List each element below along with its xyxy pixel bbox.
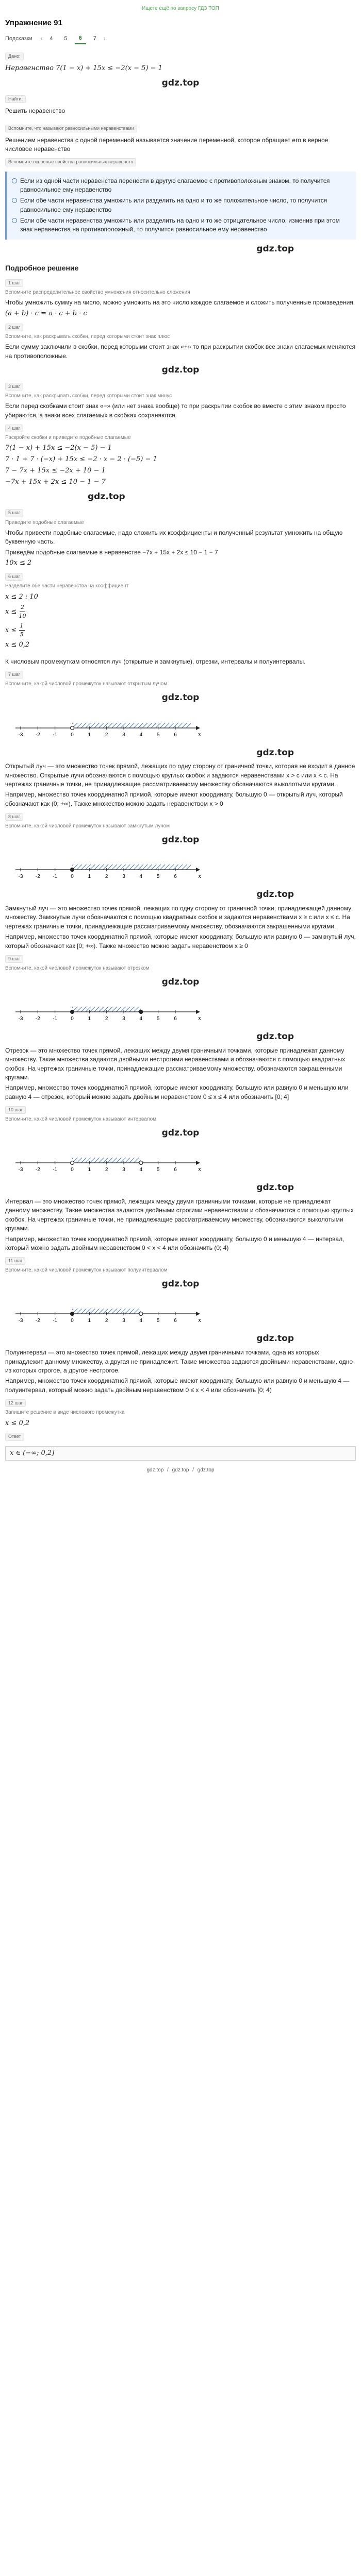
step-5-line: Приведём подобные слагаемые в неравенстве −7x + 15x + 2x ≤ 10 − 1 − 7: [5, 548, 218, 556]
axis-arrow-icon: [196, 726, 200, 730]
fraction-numerator: 1: [19, 622, 25, 631]
step-6-frac-line: [5, 603, 356, 620]
closed-endpoint: [71, 1010, 74, 1014]
step-5-hint: Приведите подобные слагаемые: [5, 519, 84, 526]
numberline-chart: [5, 1142, 356, 1178]
step-1-hint: Вспомните распределительное свойство умножения относительно сложения: [5, 289, 190, 295]
given-inequality: Неравенство 7(1 − x) + 15x ≤ −2(x − 5) − 1: [5, 64, 162, 72]
tick-label: 3: [122, 732, 125, 738]
step-3-text: Если перед скобками стоит знак «−» (или нет знака вообще) то при раскрытии скобок во вместе с этим знаком просто убираются, а знаки всех слагаемых в скобках сохраняются.: [5, 402, 346, 419]
watermark: gdz.top: [256, 889, 294, 900]
interval-example: Например, множество точек координатной прямой, которые имеют координату, большую 0 и меньшую 4 — интервал, который можно задать двойным неравенством 0 < x < 4 или обозначить (0; 4): [5, 1235, 344, 1251]
tick-label: 4: [139, 1167, 143, 1173]
tick-label: 2: [105, 732, 108, 738]
tick-label: 2: [105, 1318, 108, 1324]
step-1-formula: (a + b) · c = a · c + b · c: [5, 309, 87, 317]
watermark: gdz.top: [161, 834, 200, 845]
work-line: 7 · 1 + 7 · (−x) + 15x ≤ −2 · x − 2 · (−5) − 1: [5, 455, 157, 464]
tabs-label: Подсказки: [5, 35, 32, 42]
step-2-label: 2 шаг: [5, 324, 23, 331]
numberline-open-ray: [5, 707, 356, 743]
hint-1-text: Решением неравенства с одной переменной называется значение переменной, которое обращает его в верное числовое неравенство: [5, 136, 329, 153]
tick-label: -3: [18, 1016, 23, 1022]
half-interval-hint: Вспомните, какой числовой промежуток называют полуинтервалом: [5, 1267, 168, 1274]
step-5-label: 5 шаг: [5, 509, 23, 517]
tick-label: 2: [105, 1016, 108, 1022]
step-6-last: x ≤ 0,2: [5, 641, 30, 649]
step-5-text: Чтобы привести подобные слагаемые, надо сложить их коэффициенты и полученный результат умножить на общую буквенную часть.: [5, 529, 343, 546]
tick-label: 5: [156, 1318, 160, 1324]
tick-label: -1: [53, 1167, 58, 1173]
tick-label: -3: [18, 732, 23, 738]
tick-label: -2: [35, 1016, 40, 1022]
tick-label: 6: [174, 874, 177, 880]
property-item: [12, 216, 351, 234]
closed-ray-label: 8 шаг: [5, 813, 23, 821]
segment-example: Например, множество точек координатной прямой, которые имеют координату, большую или равную 0 и меньшую или равную 4 — отрезок, который можно задать двойным неравенством 0 ≤ x ≤ 4 или обозначить [0; 4]: [5, 1084, 349, 1100]
tick-label: 1: [88, 874, 91, 880]
axis-variable-label: x: [198, 1317, 202, 1324]
axis-arrow-icon: [196, 1312, 200, 1316]
circle-bullet-icon: [12, 178, 17, 183]
tick-label: 1: [88, 732, 91, 738]
tick-label: 6: [174, 1318, 177, 1324]
tick-label: 0: [71, 732, 74, 738]
tick-label: -2: [35, 1318, 40, 1324]
intervals-intro: К числовым промежуткам относятся луч (открытые и замкнутые), отрезки, интервалы и полуинтервалы.: [5, 658, 306, 665]
watermark: gdz.top: [88, 491, 125, 502]
half-interval-label: 11 шаг: [5, 1257, 25, 1265]
final-step-label: 12 шаг: [5, 1399, 26, 1407]
tick-label: 4: [139, 732, 143, 738]
tick-label: -2: [35, 1167, 40, 1173]
hint-2-label: Вспомните основные свойства равносильных неравенств: [5, 158, 136, 166]
fraction: [19, 603, 26, 620]
shaded-region: [72, 723, 191, 728]
work-line: −7x + 15x + 2x ≤ 10 − 1 − 7: [5, 478, 106, 486]
tick-label: -3: [18, 1318, 23, 1324]
find-label: Найти:: [5, 95, 26, 103]
tick-label: -3: [18, 1167, 23, 1173]
closed-ray-example: Например, множество точек координатной прямой, которые имеют координату, большую или равную 0 — замкнутый луч, который обозначают как [0; +∞). Также множество можно задать неравенством x ≥ 0: [5, 933, 356, 950]
fraction-denominator: 5: [20, 631, 24, 638]
footer-links[interactable]: gdz.top / gdz.top / gdz.top: [146, 1467, 215, 1473]
tick-label: 0: [71, 1318, 74, 1324]
fraction: [19, 622, 25, 639]
tab-4[interactable]: 7: [93, 35, 96, 42]
half-interval-example: Например, множество точек координатной прямой, которые имеют координату, большую или равную 0 и меньшую 4 — полуинтервал, который можно задать двойным неравенством 0 ≤ x < 4 или обозначить [0; 4): [5, 1377, 350, 1394]
watermark: gdz.top: [161, 976, 200, 987]
property-item: [12, 177, 351, 195]
numberline-chart: [5, 849, 356, 885]
watermark: gdz.top: [161, 1278, 200, 1289]
open-ray-hint: Вспомните, какой числовой промежуток называют открытым лучом: [5, 681, 168, 687]
page-title: Упражнение 91: [5, 19, 62, 27]
step-4-hint: Раскройте скобки и приведите подобные слагаемые: [5, 434, 131, 440]
watermark: gdz.top: [161, 364, 200, 375]
step-4-label: 4 шаг: [5, 425, 23, 432]
circle-bullet-icon: [12, 218, 17, 223]
half-interval-text: Полуинтервал — это множество точек прямой, лежащих между двумя граничными точками, одна из которых принадлежит данному множеству, а другая не принадлежит. Такие множества задаются двойными неравенствами, одно из которых строгое, а другое нестрогое.: [5, 1349, 353, 1374]
watermark: gdz.top: [161, 692, 200, 703]
numberline-segment: [5, 991, 356, 1027]
step-6-label: 6 шаг: [5, 573, 23, 581]
tick-label: 4: [139, 1318, 143, 1324]
tick-label: -1: [53, 1016, 58, 1022]
work-line: 7(1 − x) + 15x ≤ −2(x − 5) − 1: [5, 444, 112, 452]
step-2-hint: Вспомните, как раскрывать скобки, перед которыми стоит знак плюс: [5, 333, 170, 340]
watermark: gdz.top: [256, 243, 294, 254]
tick-label: 0: [71, 874, 74, 880]
step-6-frac-line: [5, 622, 356, 639]
tick-label: 6: [174, 732, 177, 738]
tick-label: 6: [174, 1167, 177, 1173]
solution-title: Подробное решение: [5, 263, 79, 272]
watermark: gdz.top: [256, 1333, 294, 1344]
numberline-half-interval: [5, 1293, 356, 1329]
tick-label: 3: [122, 874, 125, 880]
answer-label: Ответ: [5, 1433, 24, 1440]
final-step-hint: Запишите решение в виде числового промежутка: [5, 1410, 125, 1416]
tick-label: 3: [122, 1318, 125, 1324]
axis-variable-label: x: [198, 731, 202, 738]
tick-label: 4: [139, 1016, 143, 1022]
tick-label: 2: [105, 874, 108, 880]
tick-label: 1: [88, 1016, 91, 1022]
watermark: gdz.top: [256, 1182, 294, 1193]
given-label: Дано:: [5, 53, 24, 60]
tick-label: 6: [174, 1016, 177, 1022]
property-item: [12, 196, 351, 214]
find-text: Решить неравенство: [5, 107, 65, 115]
chevron-left-icon[interactable]: ‹: [40, 35, 43, 42]
closed-endpoint: [139, 1010, 143, 1014]
tick-label: 5: [156, 1016, 160, 1022]
step-2-text: Если сумму заключили в скобки, перед которыми стоит знак «+» то при раскрытии скобок все знаки слагаемых меняются на противоположные.: [5, 343, 356, 360]
tick-label: 3: [122, 1016, 125, 1022]
tick-label: 5: [156, 1167, 160, 1173]
fraction-denominator: 10: [19, 613, 26, 620]
step-3-hint: Вспомните, как раскрывать скобки, перед которыми стоит знак минус: [5, 393, 172, 399]
axis-arrow-icon: [196, 1010, 200, 1014]
hint-1-label: Вспомните, что называют равносильными неравенствами: [5, 125, 137, 132]
closed-ray-hint: Вспомните, какой числовой промежуток называют замкнутым лучом: [5, 823, 170, 829]
property-text: Если обе части неравенства умножить или разделить на одно и то же отрицательное число, изменив при этом знак неравенства на противоположный, то получится равносильное ему неравенство: [20, 217, 340, 233]
hint-tabs: [5, 34, 356, 44]
tick-label: -1: [53, 732, 58, 738]
step-5-result: 10x ≤ 2: [5, 559, 32, 567]
tab-1[interactable]: 4: [50, 35, 53, 42]
property-text: Если обе части неравенства умножить или разделить на одно и то же положительное число, то получится равносильное ему неравенство: [20, 197, 327, 213]
chevron-right-icon[interactable]: ›: [103, 35, 106, 42]
open-ray-label: 7 шаг: [5, 671, 23, 679]
tick-label: -1: [53, 874, 58, 880]
shaded-region: [72, 865, 191, 870]
axis-variable-label: x: [198, 1166, 202, 1173]
tick-label: 4: [139, 874, 143, 880]
watermark: gdz.top: [256, 1031, 294, 1042]
tick-label: 0: [71, 1167, 74, 1173]
tick-label: -1: [53, 1318, 58, 1324]
tick-label: -2: [35, 732, 40, 738]
watermark: gdz.top: [161, 77, 200, 88]
axis-variable-label: x: [198, 1015, 202, 1022]
fraction-numerator: 2: [20, 603, 25, 612]
answer-box: x ∈ (−∞; 0,2]: [5, 1446, 356, 1461]
final-line: x ≤ 0,2: [5, 1419, 30, 1427]
numberline-chart: [5, 1293, 356, 1329]
tick-label: 5: [156, 874, 160, 880]
interval-text: Интервал — это множество точек прямой, лежащих между двумя граничными точками, которые не принадлежат данному множеству. Такие множества задаются двойными строгими неравенствами и обозначаются с помощью круглых скобок. На чертежах граничные точки, не принадлежащие рассматриваемому множеству, обозначаются выколотыми кругами.: [5, 1197, 354, 1232]
tick-label: 3: [122, 1167, 125, 1173]
frac-prefix: x ≤: [5, 608, 17, 616]
interval-hint: Вспомните, какой числовой промежуток называют интервалом: [5, 1116, 157, 1123]
segment-label: 9 шаг: [5, 955, 23, 963]
step-6-hint: Разделите обе части неравенства на коэффициент: [5, 583, 129, 589]
step-1-label: 1 шаг: [5, 279, 23, 287]
tick-label: -3: [18, 874, 23, 880]
tick-label: 0: [71, 1016, 74, 1022]
open-ray-example: Например, множество точек координатной прямой, которые имеют координату, большую 0 — открытый луч, который обозначают как (0; +∞). Также множество можно задать неравенством x > 0: [5, 791, 343, 807]
tick-label: 1: [88, 1167, 91, 1173]
closed-endpoint: [71, 868, 74, 872]
open-endpoint: [139, 1312, 143, 1316]
tab-2[interactable]: 5: [64, 35, 68, 42]
step-6-line: x ≤ 2 : 10: [5, 592, 38, 601]
open-endpoint: [71, 1161, 74, 1165]
numberline-closed-ray: [5, 849, 356, 885]
closed-endpoint: [71, 1312, 74, 1316]
step-3-label: 3 шаг: [5, 383, 23, 391]
segment-text: Отрезок — это множество точек прямой, лежащих между двумя граничными точками, которые принадлежат данному множеству. Такие множества задаются двойными нестрогими неравенствами и обозначаются с помощью квадратных скобок. На чертежах граничные точки, принадлежащие рассматриваемому множеству, обозначаются закрашенными кругами.: [5, 1046, 346, 1081]
tick-label: 5: [156, 732, 160, 738]
closed-ray-text: Замкнутый луч — это множество точек прямой, лежащих по одну сторону от граничной точки, принадлежащей данному множеству. Замкнутые лучи обозначаются с помощью квадратных скобок и задаются неравенствами x ≥ c или x ≤ c. На чертежах граничные точки, принадлежащие рассматриваемому множеству, обозначаются закрашенными кругами.: [5, 905, 352, 930]
work-line: 7 − 7x + 15x ≤ −2x + 10 − 1: [5, 467, 106, 475]
tab-3[interactable]: 6: [75, 34, 86, 44]
numberline-chart: [5, 991, 356, 1027]
property-text: Если из одной части неравенства перенести в другую слагаемое с противоположным знаком, то получится равносильное ему неравенство: [20, 177, 330, 193]
segment-hint: Вспомните, какой числовой промежуток называют отрезком: [5, 965, 150, 971]
axis-arrow-icon: [196, 1161, 200, 1165]
open-endpoint: [139, 1161, 143, 1165]
tick-label: 2: [105, 1167, 108, 1173]
watermark: gdz.top: [161, 1127, 200, 1138]
watermark: gdz.top: [256, 747, 294, 758]
open-ray-text: Открытый луч — это множество точек прямой, лежащих по одну сторону от граничной точки, которая не входит в данное множество. Открытые лучи обозначаются с помощью круглых скобок и задаются неравенствами x > c или x < c. На чертежах граничные точки, не принадлежащие рассматриваемому множеству обозначаются выколотыми кругами.: [5, 762, 355, 788]
tick-label: 1: [88, 1318, 91, 1324]
circle-bullet-icon: [12, 198, 17, 203]
step-1-text: Чтобы умножить сумму на число, можно умножить на это число каждое слагаемое и сложить полученные произведения.: [5, 299, 355, 307]
numberline-interval: [5, 1142, 356, 1178]
properties-callout: [5, 172, 356, 240]
axis-variable-label: x: [198, 873, 202, 880]
open-endpoint: [71, 726, 74, 730]
frac-prefix: x ≤: [5, 626, 17, 635]
interval-label: 10 шаг: [5, 1106, 26, 1114]
axis-arrow-icon: [196, 868, 200, 872]
numberline-chart: [5, 707, 356, 743]
tick-label: -2: [35, 874, 40, 880]
top-search-link[interactable]: Ищете ещё по запросу ГДЗ ТОП: [142, 6, 219, 11]
